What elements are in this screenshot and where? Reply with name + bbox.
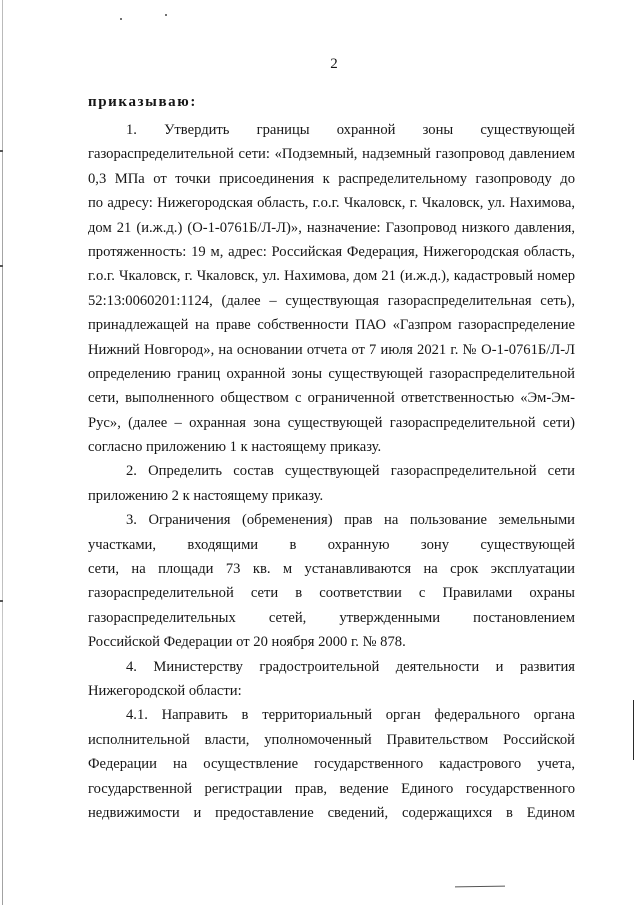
text-line: Рус», (далее – охранная зона существующей газораспределительной сети) [88, 414, 575, 431]
text-line: определению границ охранной зоны существующей газораспределительной [88, 365, 575, 382]
text-line: Нижегородской области: [88, 682, 242, 699]
document-body [88, 118, 575, 825]
text-line: 3. Ограничения (обременения) прав на пользование земельными [126, 512, 575, 529]
scan-edge-tick [0, 150, 3, 152]
text-line: 52:13:0060201:1124, (далее – существующая газораспределительная сеть), [88, 292, 575, 309]
scan-dot [165, 14, 167, 16]
text-line: сети, на площади 73 кв. м устанавливаются на срок эксплуатации [88, 561, 575, 578]
text-line: участками, входящими в охранную зону существующей [88, 536, 575, 553]
text-line: согласно приложению 1 к настоящему приказу. [88, 439, 382, 456]
text-line: дом 21 (и.ж.д.) (О-1-0761Б/Л-Л)», назначение: Газопровод низкого давления, [88, 219, 575, 236]
page-number: 2 [330, 56, 338, 72]
decree-heading: приказываю: [88, 94, 197, 110]
text-line: газораспределительной сети: «Подземный, надземный газопровод давлением [88, 146, 575, 163]
text-line: 2. Определить состав существующей газораспределительной сети [126, 463, 575, 480]
text-line: Федерации на осуществление государственного кадастрового учета, [88, 756, 575, 773]
text-line: 4.1. Направить в территориальный орган федерального органа [126, 707, 575, 724]
text-line: Российской Федерации от 20 ноября 2000 г. № 878. [88, 634, 406, 651]
text-line: 1. Утвердить границы охранной зоны существующей [126, 122, 575, 138]
text-line: сети, выполненного обществом с ограниченной ответственностью «Эм-Эм- [88, 390, 575, 407]
text-line: г.о.г. Чкаловск, г. Чкаловск, ул. Нахимова, дом 21 (и.ж.д.), кадастровый номер [88, 268, 575, 285]
text-line: принадлежащей на праве собственности ПАО «Газпром газораспределение [88, 317, 575, 334]
text-line: 0,3 МПа от точки присоединения к распределительному газопроводу до [88, 170, 575, 187]
text-line: газораспределительных сетей, утвержденными постановлением [88, 609, 575, 626]
text-line: приложению 2 к настоящему приказу. [88, 487, 324, 504]
scan-bottom-mark [455, 886, 505, 888]
text-line: газораспределительной сети в соответствии с Правилами охраны [88, 585, 575, 602]
text-line: государственной регистрации прав, ведение Единого государственного [88, 780, 575, 797]
scan-edge-tick [0, 265, 3, 267]
text-line: исполнительной власти, уполномоченный Правительством Российской [88, 731, 575, 748]
text-line: 4. Министерству градостроительной деятельности и развития [126, 658, 575, 675]
text-line: недвижимости и предоставление сведений, содержащихся в Едином [88, 804, 575, 821]
scan-right-margin-mark [633, 700, 634, 760]
text-line: Нижний Новгород», на основании отчета от 7 июля 2021 г. № О-1-0761Б/Л-Л [88, 341, 575, 358]
text-line: протяженность: 19 м, адрес: Российская Федерация, Нижегородская область, [88, 243, 575, 260]
scan-dot [120, 18, 122, 20]
scan-edge-tick [0, 600, 3, 602]
scan-edge-line [2, 0, 3, 905]
text-line: по адресу: Нижегородская область, г.о.г. Чкаловск, г. Чкаловск, ул. Нахимова, [88, 195, 575, 212]
